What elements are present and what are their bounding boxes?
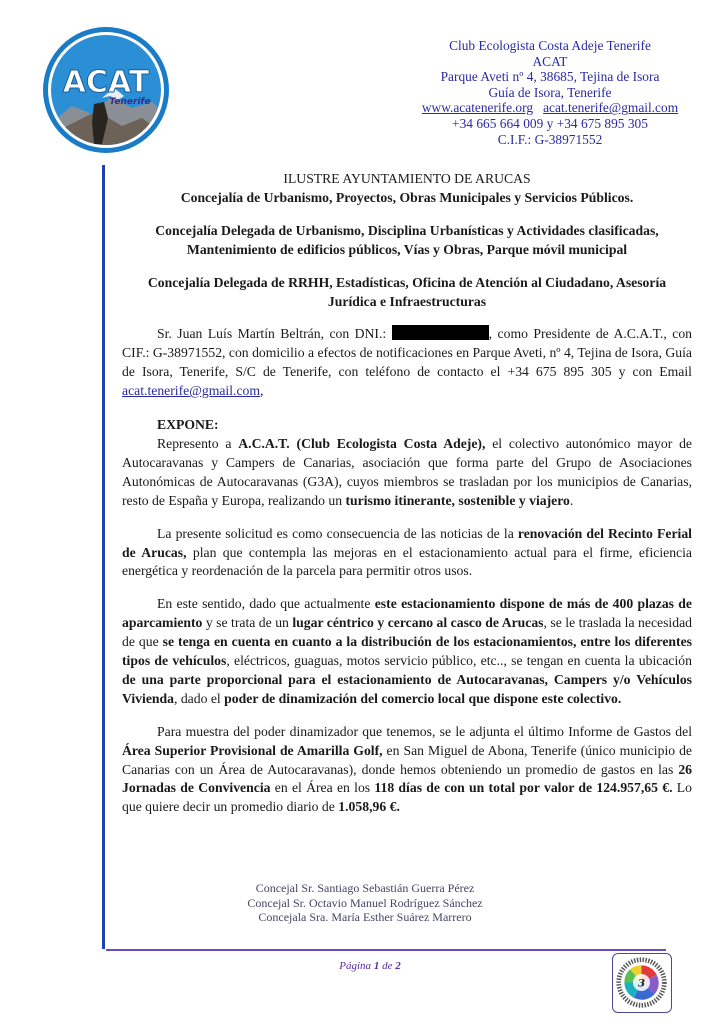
page-current: 1 (373, 960, 380, 972)
spacer (122, 401, 692, 416)
intro-text-1: Sr. Juan Luís Martín Beltrán, con DNI.: (157, 326, 392, 342)
org-phones: +34 665 664 009 y +34 675 895 305 (452, 115, 648, 131)
p2-bold: renovación del Recinto Ferial de Arucas, (122, 525, 692, 560)
addressee-title: ILUSTRE AYUNTAMIENTO DE ARUCAS (283, 171, 531, 186)
intro-text-2: , como Presidente de A.C.A.T., con CIF.: G-38971552, con domicilio a efectos de notificaciones en Parque Aveti, nº 4, Tejina de Isora, Guía de Isora, Tenerife, S/C de Tenerife, con teléfono de contacto el +34 675 895 305 y con Email (122, 326, 693, 380)
dept-2-line-1: Concejalía Delegada de Urbanismo, Disciplina Urbanísticas y Actividades clasificadas, (155, 222, 659, 238)
p4-text: Lo que quiere decir un promedio diario de (122, 780, 692, 815)
expone-heading: EXPONE: (157, 417, 219, 433)
spacer (122, 581, 692, 595)
website-link[interactable]: www.acatenerife.org (421, 100, 534, 116)
addressee-dept-1: Concejalía de Urbanismo, Proyectos, Obras Municipales y Servicios Públicos. (180, 189, 634, 205)
p4-text: Para muestra del poder dinamizador que tenemos, se le adjunta el último Informe de Gastos del (157, 723, 692, 739)
paragraph-1 (122, 435, 692, 511)
p1-bold: A.C.A.T. (Club Ecologista Costa Adeje), (238, 435, 486, 451)
intro-text-3: , (260, 383, 264, 399)
org-cif: C.I.F.: G-38971552 (497, 131, 603, 147)
org-name: Club Ecologista Costa Adeje Tenerife (449, 38, 651, 53)
p4-bold: 1.058,96 €. (338, 799, 400, 815)
p4-bold: 118 días de con un total por valor de 124.957,65 €. (374, 780, 673, 796)
p3-text: , eléctricos, guaguas, motos servicio público, etc.., se tengan en cuenta la ubicación (226, 653, 692, 669)
p3-bold: de una parte proporcional para el estacionamiento de Autocaravanas, Campers y/o Vehículos Vivienda (122, 671, 692, 706)
p3-text: , dado el (173, 690, 225, 706)
paragraph-2 (122, 525, 692, 582)
intro-email-link[interactable]: acat.tenerife@gmail.com (122, 383, 261, 399)
intro-paragraph (122, 325, 692, 401)
p3-text: y se trata de un (202, 615, 293, 631)
page-total: 2 (395, 960, 401, 972)
p2-text: plan que contempla las mejoras en el estacionamiento actual para el firme, eficiencia energética y reordenación de la parcela para permitir otros usos. (122, 544, 692, 579)
dept-3-line-2: Jurídica e Infraestructuras (327, 293, 487, 309)
page-sep: de (379, 960, 396, 972)
spacer (122, 311, 692, 325)
p4-bold: 26 Jornadas de Convivencia (122, 761, 692, 796)
page-prefix: Página (339, 960, 374, 972)
signatory: Concejala Sra. María Esther Suárez Marrero (258, 910, 472, 925)
spacer (122, 511, 692, 525)
margin-rule (102, 165, 105, 949)
p2-text: La presente solicitud es como consecuencia de las noticias de la (157, 525, 518, 541)
dept-3-line-1: Concejalía Delegada de RRHH, Estadísticas, Oficina de Atención al Ciudadano, Asesoría (147, 274, 667, 290)
email-link[interactable]: acat.tenerife@gmail.com (543, 100, 679, 116)
p3-text: En este sentido, dado que actualmente (157, 596, 375, 612)
p1-text: Represento a (157, 435, 239, 451)
p1-text: el colectivo autonómico mayor de Autocaravanas y Campers de Canarias, asociación que forma parte del Grupo de Asociaciones Autonómicas de Autocaravanas (G3A), cuyos miembros se trasladan por los municipios de Canarias, resto de España y Europa, realizando un (122, 435, 692, 508)
spacer (122, 709, 692, 723)
p4-text: en San Miguel de Abona, Tenerife (único municipio de Canarias con un Área de Autocaravanas), donde hemos obteniendo un promedio de gastos en las (122, 742, 692, 777)
p1-text: . (569, 492, 574, 508)
addressee-block (122, 170, 692, 208)
footer-rule (106, 949, 666, 951)
letter-body (122, 170, 692, 817)
g3a-logo (612, 953, 672, 1013)
paragraph-3 (122, 595, 692, 708)
signatory: Concejal Sr. Santiago Sebastián Guerra Pérez (255, 881, 475, 895)
addressee-dept-2 (122, 222, 692, 260)
redacted-dni (392, 325, 489, 340)
page-number (310, 960, 430, 972)
org-acronym: ACAT (532, 53, 568, 69)
svg-text:3: 3 (637, 977, 646, 990)
org-city: Guía de Isora, Tenerife (488, 84, 612, 100)
dept-2-line-2: Mantenimiento de edificios públicos, Vías y Obras, Parque móvil municipal (186, 241, 628, 257)
signatories (200, 881, 530, 925)
logo-subtext: Tenerife (109, 97, 151, 107)
p4-bold: Área Superior Provisional de Amarilla Golf, (122, 742, 383, 758)
addressee-dept-3 (122, 274, 692, 312)
logo-text: ACAT (62, 65, 150, 100)
paragraph-4 (122, 723, 692, 818)
p3-bold: poder de dinamización del comercio local que dispone este colectivo. (224, 690, 622, 706)
signatory: Concejal Sr. Octavio Manuel Rodríguez Sánchez (247, 895, 483, 910)
p3-bold: este estacionamiento dispone de más de 400 plazas de aparcamiento (122, 596, 692, 631)
p4-text: en el Área en los (270, 780, 375, 796)
letterhead (380, 38, 720, 147)
p3-bold: lugar céntrico y cercano al casco de Arucas (292, 615, 544, 631)
org-address: Parque Aveti nº 4, 38685, Tejina de Isora (440, 69, 660, 85)
acat-tenerife-logo (42, 26, 170, 154)
p3-bold: se tenga en cuenta en cuanto a la distribución de los estacionamientos, entre los diferentes tipos de vehículos (122, 634, 692, 669)
org-links (380, 100, 720, 116)
p1-bold: turismo itinerante, sostenible y viajero (345, 492, 570, 508)
p3-text: , se le traslada la necesidad de que (122, 615, 692, 650)
